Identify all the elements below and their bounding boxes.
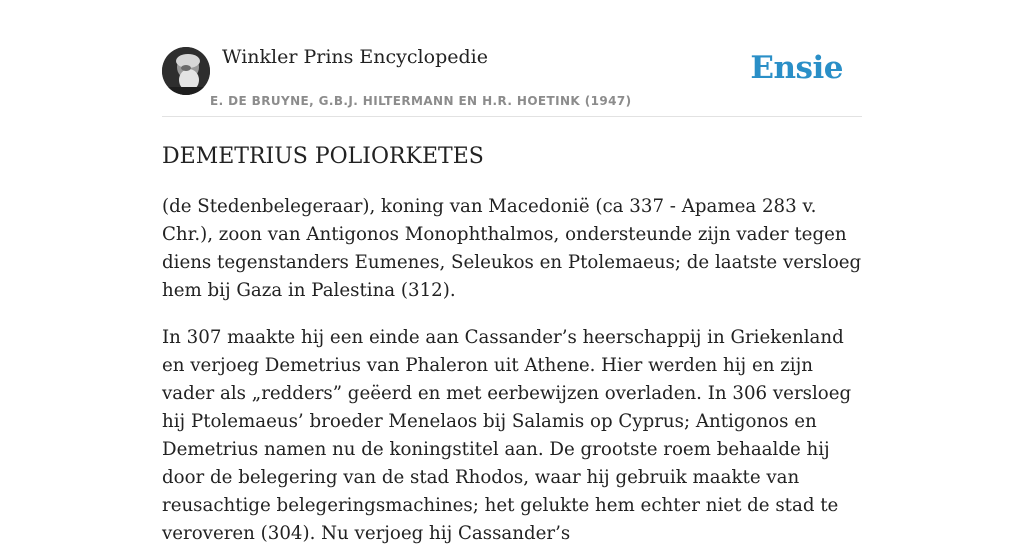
authors-line: E. DE BRUYNE, G.B.J. HILTERMANN EN H.R. HOETINK (1947) — [210, 94, 632, 108]
ensie-logo[interactable]: Ensie — [750, 50, 843, 86]
publication-title[interactable]: Winkler Prins Encyclopedie — [222, 46, 488, 68]
publication-header — [162, 0, 862, 117]
article-paragraph-2: In 307 maakte hij een einde aan Cassander’s heerschappij in Griekenland en verjoeg Demetrius van Phaleron uit Athene. Hier werden hij en zijn vader als „redders” geëerd en met eerbewijzen overladen. In 306 versloeg hij Ptolemaeus’ broeder Menelaos bij Salamis op Cyprus; Antigonos en Demetrius namen nu de koningstitel aan. De grootste roem behaalde hij door de belegering van de stad Rhodos, waar hij gebruik maakte van reusachtige belegeringsmachines; het gelukte hem echter niet de stad te veroveren (304). Nu verjoeg hij Cassander’s — [162, 327, 852, 544]
article-paragraph-1: (de Stedenbelegeraar), koning van Macedonië (ca 337 - Apamea 283 v. Chr.), zoon van Antigonos Monophthalmos, ondersteunde zijn vader tegen diens tegenstanders Eumenes, Seleukos en Ptolemaeus; de laatste versloeg hem bij Gaza in Palestina (312). — [162, 196, 862, 301]
author-avatar — [162, 47, 210, 95]
article-title: DEMETRIUS POLIORKETES — [162, 144, 484, 169]
article-page — [162, 0, 862, 548]
